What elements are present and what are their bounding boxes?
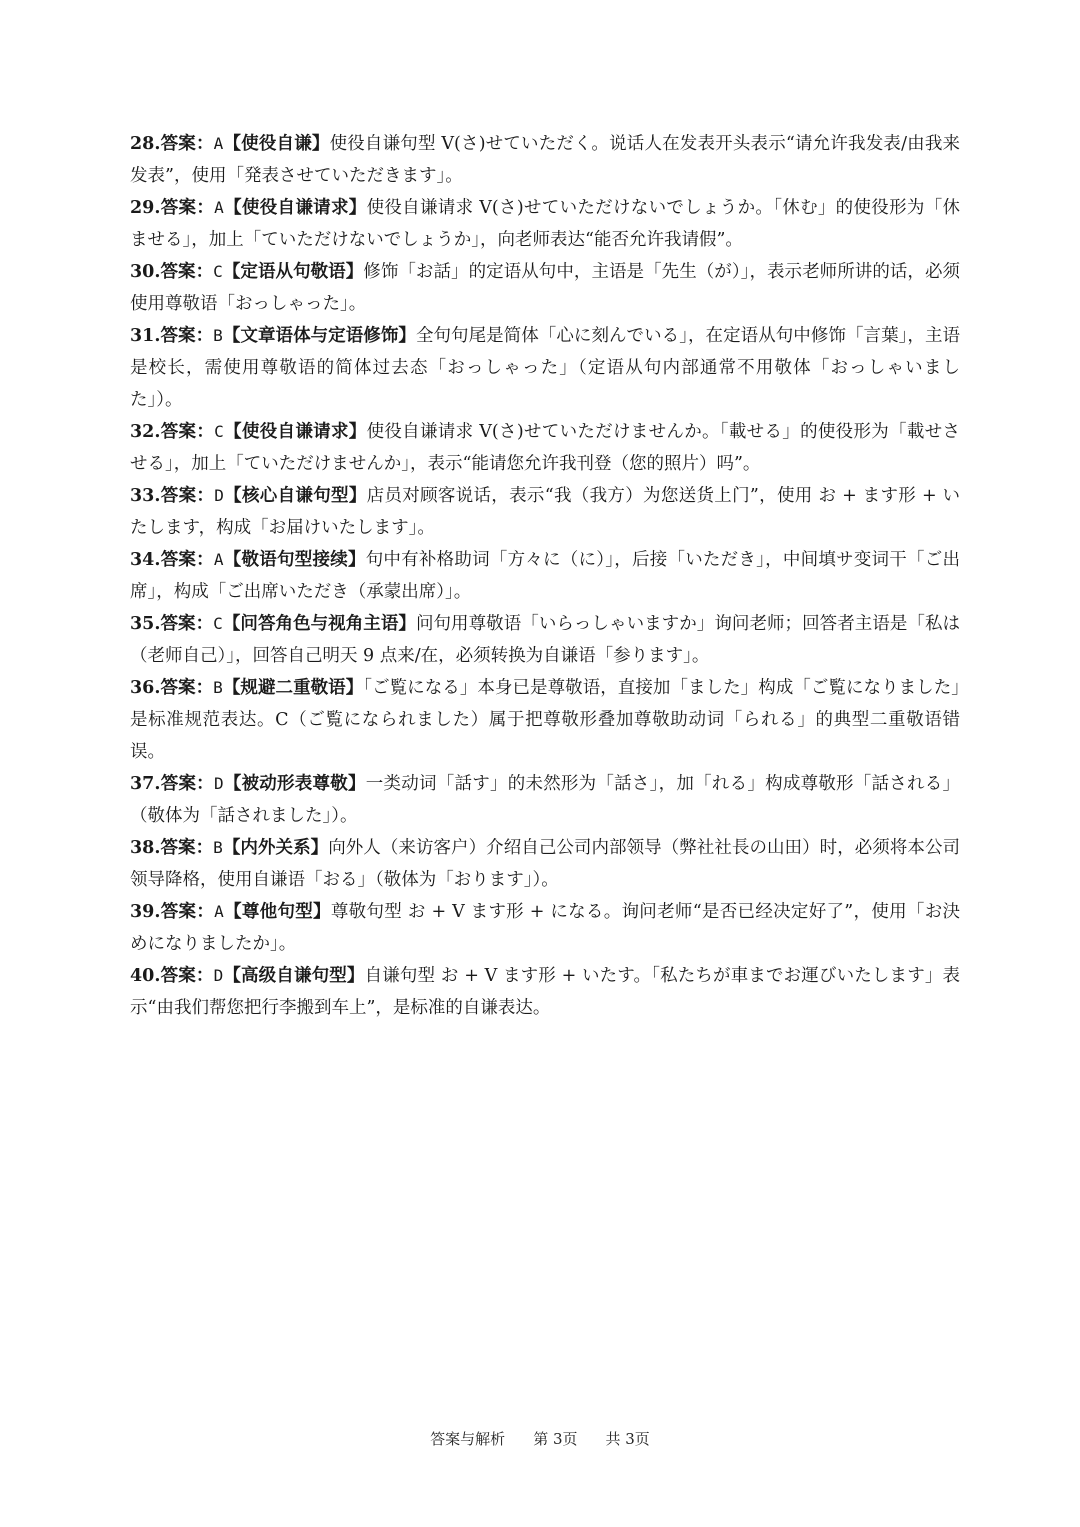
answer-choice: D: [213, 966, 224, 985]
topic-tag: 【规避二重敬语】: [222, 678, 364, 698]
explanation-text: 店员对顾客说话，表示“我（我方）为您送货上门”，使用 お + ます形 + いたします，构成「お届けいたします」。: [130, 486, 961, 538]
answer-item-32: [130, 416, 960, 480]
answer-choice: B: [213, 838, 223, 857]
footer-page-number: 第 3页: [533, 1430, 578, 1448]
explanation-text: 尊敬句型 お + V ます形 + になる。询问老师“是否已经决定好了”，使用「お決めになりましたか」。: [130, 902, 961, 954]
item-number: 31.: [130, 326, 161, 346]
item-number: 38.: [130, 838, 161, 858]
topic-tag: 【文章语体与定语修饰】: [222, 326, 416, 346]
item-number: 34.: [130, 550, 161, 570]
answer-explanations: [130, 128, 960, 1024]
answer-label: 答案：: [160, 550, 214, 570]
explanation-text: 问句用尊敬语「いらっしゃいますか」询问老师；回答者主语是「私は（老师自己）」，回答自己明天 9 点来/在，必须转换为自谦语「参ります」。: [130, 614, 961, 666]
item-number: 30.: [130, 262, 161, 282]
answer-item-40: [130, 960, 960, 1024]
answer-item-37: [130, 768, 960, 832]
answer-item-31: [130, 320, 960, 416]
item-number: 39.: [130, 902, 161, 922]
answer-choice: D: [214, 486, 224, 505]
answer-choice: A: [214, 198, 224, 217]
topic-tag: 【使役自谦请求】: [223, 422, 367, 442]
footer-total-pages: 共 3页: [605, 1430, 650, 1448]
answer-label: 答案：: [160, 838, 214, 858]
explanation-text: 使役自谦句型 V(さ)せていただく。说话人在发表开头表示“请允许我发表/由我来发表”，使用「発表させていただきます」。: [130, 134, 960, 186]
item-number: 40.: [130, 966, 161, 986]
answer-choice: A: [213, 550, 224, 569]
answer-choice: D: [213, 774, 224, 793]
topic-tag: 【核心自谦句型】: [223, 486, 367, 506]
answer-label: 答案：: [160, 774, 214, 794]
topic-tag: 【定语从句敬语】: [222, 262, 364, 282]
answer-choice: C: [213, 262, 223, 281]
answer-choice: B: [213, 326, 223, 345]
answer-item-29: [130, 192, 960, 256]
item-number: 35.: [130, 614, 161, 634]
item-number: 32.: [130, 422, 161, 442]
answer-label: 答案：: [160, 422, 215, 442]
explanation-text: 向外人（来访客户）介绍自己公司内部领导（弊社社長の山田）时，必须将本公司领导降格，使用自谦语「おる」（敬体为「おります」）。: [130, 838, 961, 890]
item-number: 29.: [130, 198, 161, 218]
answer-item-28: [130, 128, 960, 192]
item-number: 33.: [130, 486, 161, 506]
answer-label: 答案：: [160, 326, 214, 346]
explanation-text: 句中有补格助词「方々に（に）」，后接「いただき」，中间填サ变词干「ご出席」，构成「ご出席いただき（承蒙出席）」。: [130, 550, 961, 602]
answer-choice: C: [213, 614, 223, 633]
answer-label: 答案：: [160, 262, 214, 282]
item-number: 28.: [130, 134, 161, 154]
answer-label: 答案：: [160, 614, 214, 634]
topic-tag: 【敬语句型接续】: [223, 550, 366, 570]
answer-choice: C: [214, 422, 224, 441]
topic-tag: 【使役自谦请求】: [223, 198, 367, 218]
footer-title: 答案与解析: [430, 1430, 506, 1448]
answer-choice: B: [213, 678, 223, 697]
answer-item-33: [130, 480, 960, 544]
topic-tag: 【尊他句型】: [223, 902, 331, 922]
answer-label: 答案：: [160, 678, 214, 698]
page-footer: [0, 1428, 1080, 1449]
answer-item-38: [130, 832, 960, 896]
answer-label: 答案：: [160, 134, 214, 154]
explanation-text: 修饰「お話」的定语从句中，主语是「先生（が）」，表示老师所讲的话，必须使用尊敬语「おっしゃった」。: [130, 262, 961, 314]
item-number: 37.: [130, 774, 161, 794]
answer-label: 答案：: [160, 486, 215, 506]
answer-item-36: [130, 672, 960, 768]
answer-item-30: [130, 256, 960, 320]
explanation-text: 一类动词「話す」的未然形为「話さ」，加「れる」构成尊敬形「話される」（敬体为「話されました」）。: [130, 774, 961, 826]
topic-tag: 【高级自谦句型】: [223, 966, 365, 986]
answer-label: 答案：: [160, 198, 215, 218]
explanation-text: 使役自谦请求 V(さ)せていただけないでしょうか。「休む」的使役形为「休ませる」，加上「ていただけないでしょうか」，向老师表达“能否允许我请假”。: [130, 198, 961, 250]
explanation-text: 全句句尾是简体「心に刻んでいる」，在定语从句中修饰「言葉」，主语是校长，需使用尊敬语的简体过去态「おっしゃった」（定语从句内部通常不用敬体「おっしゃいました」）。: [130, 326, 961, 410]
topic-tag: 【被动形表尊敬】: [223, 774, 366, 794]
answer-item-34: [130, 544, 960, 608]
item-number: 36.: [130, 678, 161, 698]
answer-choice: A: [213, 134, 224, 153]
explanation-text: 「ご覧になる」本身已是尊敬语，直接加「ました」构成「ご覧になりました」是标准规范表达。C（ご覧になられました）属于把尊敬形叠加尊敬助动词「られる」的典型二重敬语错误。: [130, 678, 961, 762]
answer-label: 答案：: [160, 966, 214, 986]
explanation-text: 使役自谦请求 V(さ)せていただけませんか。「載せる」的使役形为「載せさせる」，加上「ていただけませんか」，表示“能请您允许我刊登（您的照片）吗”。: [130, 422, 961, 474]
answer-item-35: [130, 608, 960, 672]
answer-label: 答案：: [160, 902, 215, 922]
topic-tag: 【使役自谦】: [223, 134, 330, 154]
answer-item-39: [130, 896, 960, 960]
answer-choice: A: [214, 902, 224, 921]
topic-tag: 【问答角色与视角主语】: [222, 614, 416, 634]
topic-tag: 【内外关系】: [222, 838, 329, 858]
explanation-text: 自谦句型 お + V ます形 + いたす。「私たちが車までお運びいたします」表示“由我们帮您把行李搬到车上”，是标准的自谦表达。: [130, 966, 961, 1018]
